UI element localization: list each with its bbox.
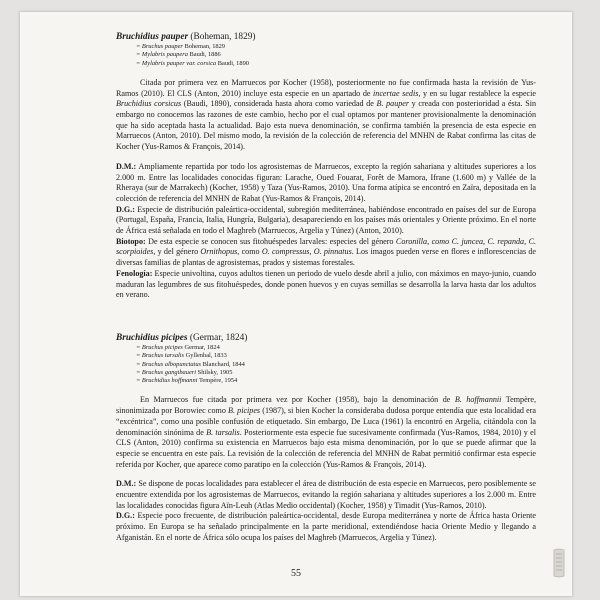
synonym-list xyxy=(136,344,536,385)
synonym-item: = Bruchus gangibaueri Shilsky, 1905 xyxy=(136,368,233,376)
synonym-item: = Mylabris pauper var. corsica Baudi, 1890 xyxy=(136,59,249,67)
synonym-item: = Bruchidius hoffmanni Tempère, 1954 xyxy=(136,377,238,385)
page-content xyxy=(116,32,536,544)
synonym-item: = Bruchus picipes Germar, 1824 xyxy=(136,343,220,351)
intro-paragraph: En Marruecos fue citada por primera vez por Kocher (1958), bajo la denominación de B. hoffmannii Tempère, sinonimizada por Borowiec como B. picipes (1987), si bien Kocher la consideraba dudosa porque entendía que esta localidad era “excéntrica”, como una posible confusión de etiquetado. Sin embargo, De Luca (1961) la encontró en Argelia, citándola con la denominación sinónima de B. tarsalis. Posteriormente esta especie fue sucesivamente confirmada (Yus-Ramos, 1984, 2010) y el CLS (Anton, 2010) confirma su existencia en Marruecos bajo esta misma denominación, por lo que se puede afirmar que la especie se encuentra en este país. La revisión de la colección de referencia del MNHN de Rabat permitió confirmar esta especie referida por Kocher, que aparece como paratipo en la colección (Yus-Ramos & François, 2014). xyxy=(116,395,537,469)
distribution-morocco: D.M.: Ampliamente repartida por todo los agrosistemas de Marruecos, excepto la región sahariana y altitudes superiores a los 2.000 m. Entre las localidades conocidas figuran: Larache, Oued Fouarat, Forêt de Mamora, Ifrane (1.600 m) y Vallée de la Rheraya (sur de Marrakech) (Kocher, 1958) y Taza (Yus-Ramos, 2010). Una forma atípica se encontró en Zaïra, depositada en la colección de referencia del MNHN de Rabat (Yus-Ramos & François, 2014). xyxy=(116,161,536,203)
book-page xyxy=(20,12,572,596)
synonym-item: = Bruchus pauper Boheman, 1829 xyxy=(136,43,226,50)
distribution-morocco: D.M.: Se dispone de pocas localidades para establecer el área de distribución de esta especie en Marruecos, pero posiblemente se encuentre extendida por los agrosistemas de Marruecos, evitando la región sahariana y altitudes superiores a los 2.000 m. Entre las localidades conocidas figura Aïn-Leuh (Atlas Medio occidental) (Kocher, 1958) y Timadit (Yus-Ramos, 2010). xyxy=(116,479,536,510)
biotope: Biotopo: De esta especie se conocen sus fitohuéspedes larvales: especies del género Coronilla, como C. juncea, C. repanda, C. scorpioides, y del género Ornithopus, como O. compressus, O. pinnatus. Los imagos pueden verse en flores e inflorescencias de diversas familias de plantas de agrosistemas, prados y sistemas forestales. xyxy=(116,236,537,268)
intro-paragraph: Citada por primera vez en Marruecos por Kocher (1958), posteriormente no fue confirmada hasta la revisión de Yus-Ramos (2010). El CLS (Anton, 2010) incluye esta especie en un apartado de incertae sedis, y en su lugar restablece la especie Bruchidius corsicus (Baudi, 1890), considerada hasta ahora como variedad de B. pauper y creada con posterioridad a ésta. Sin embargo no conocemos las razones de este cambio, hecho por el cual optamos por mantener provisionalmente la denominación que ha sido aceptada hasta la actualidad. Bajo esta nueva denominación, se confirma también la presencia de esta especie en Marruecos (Anton, 2010). Del mismo modo, la revisión de la colección de referencia del MNHN de Rabat confirma las citas de Kocher (Yus-Ramos & François, 2014). xyxy=(116,77,536,152)
species-heading: Bruchidius pauper (Boheman, 1829) xyxy=(116,32,256,42)
synonym-list xyxy=(136,43,536,68)
synonym-item: = Bruchus tarsalis Gyllenhal, 1833 xyxy=(136,352,227,360)
distribution-general: D.G.: Especie de distribución paleártica-occidental, subregión mediterránea, habiéndose encontrado en países del sur de Europa (Portugal, España, Francia, Italia, Hungría, Bulgaria), desapareciendo en los países más orientales y Oriente próximo. En el norte de África está señalada en todo el Maghreb (Marruecos, Argelia y Túnez) (Anton, 2010). xyxy=(116,204,536,236)
page-edge-decoration xyxy=(552,548,566,578)
distribution-general: D.G.: Especie poco frecuente, de distribución paleártica-occidental, desde Europa mediterránea y norte de África hasta Oriente próximo. En Europa se ha señalado principalmente en la parte meridional, extendiéndose hacia Oriente Medio y llegando a Afganistán. En el norte de África sólo ocupa los países del Maghreb (Marruecos, Argelia y Túnez). xyxy=(116,511,536,542)
synonym-item: = Mylabris paupera Baudi, 1886 xyxy=(136,51,221,59)
page-number: 55 xyxy=(291,568,301,579)
synonym-item: = Bruchus albopunctatus Blanchard, 1844 xyxy=(136,360,245,368)
phenology: Fenología: Especie univoltina, cuyos adultos tienen un periodo de vuelo desde abril a julio, con máximos en mayo-junio, cuando maduran las legumbres de sus fitohuéspedes, donde ponen huevos y en cuyas semillas se desarrolla la larva hasta dar los adultos en verano. xyxy=(116,268,536,300)
species-heading: Bruchidius picipes (Germar, 1824) xyxy=(116,332,248,343)
